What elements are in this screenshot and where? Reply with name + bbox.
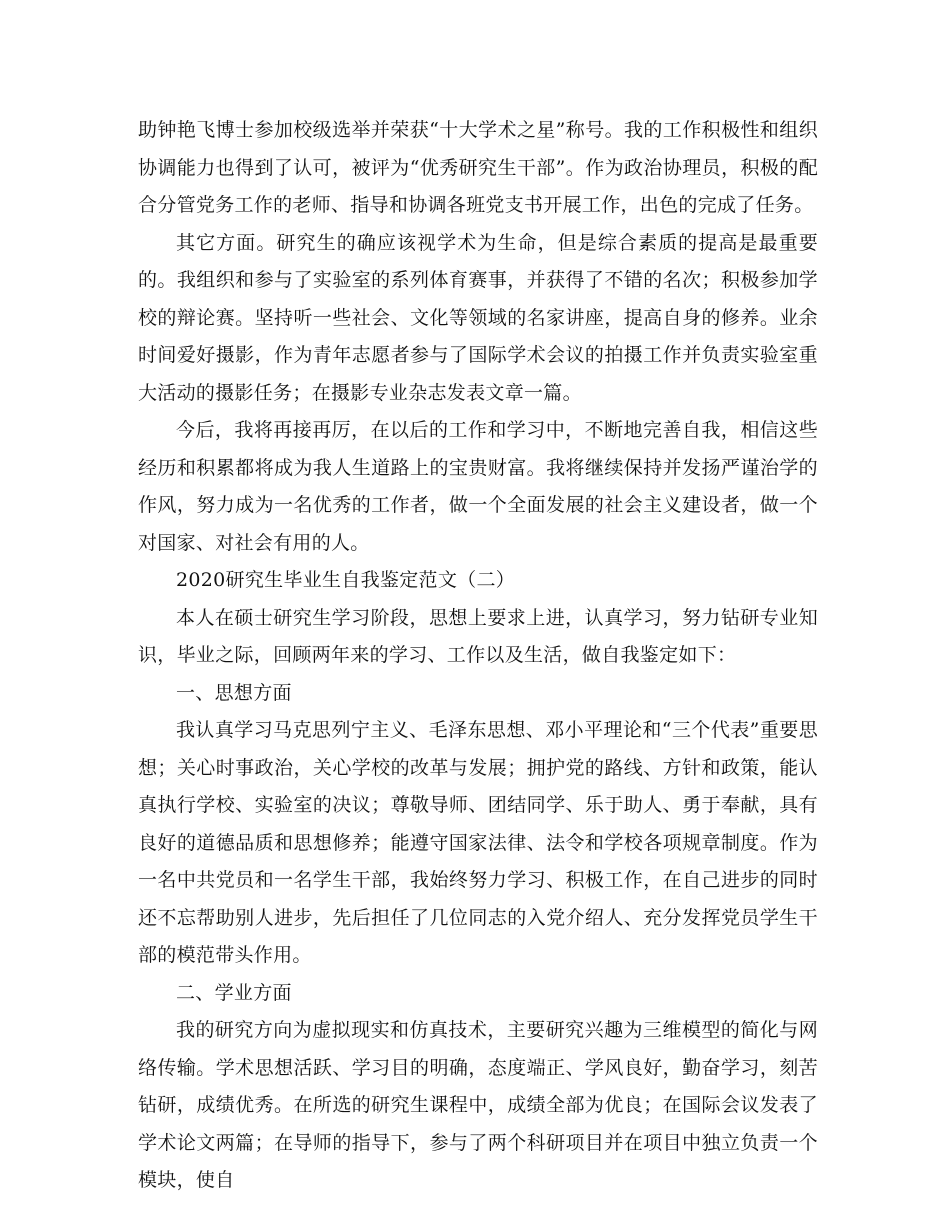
paragraph-intro: 本人在硕士研究生学习阶段，思想上要求上进，认真学习，努力钻研专业知识，毕业之际，回顾两年来的学习、工作以及生活，做自我鉴定如下： <box>138 606 818 666</box>
heading-ideology: 一、思想方面 <box>176 681 292 704</box>
paragraph-other-aspects: 其它方面。研究生的确应该视学术为生命，但是综合素质的提高是最重要的。我组织和参与了实验室的系列体育赛事，并获得了不错的名次；积极参加学校的辩论赛。坚持听一些社会、文化等领域的名家讲座，提高自身的修养。业余时间爱好摄影，作为青年志愿者参与了国际学术会议的拍摄工作并负责实验室重大活动的摄影任务；在摄影专业杂志发表文章一篇。 <box>138 231 818 404</box>
paragraph-ideology: 我认真学习马克思列宁主义、毛泽东思想、邓小平理论和“三个代表”重要思想；关心时事政治，关心学校的改革与发展；拥护党的路线、方针和政策，能认真执行学校、实验室的决议；尊敬导师、团结同学、乐于助人、勇于奉献，具有良好的道德品质和思想修养；能遵守国家法律、法令和学校各项规章制度。作为一名中共党员和一名学生干部，我始终努力学习、积极工作，在自己进步的同时还不忘帮助别人进步，先后担任了几位同志的入党介绍人、充分发挥党员学生干部的模范带头作用。 <box>138 719 818 966</box>
heading-academics: 二、学业方面 <box>176 981 292 1004</box>
paragraph-continuation: 助钟艳飞博士参加校级选举并荣获“十大学术之星”称号。我的工作积极性和组织协调能力也得到了认可，被评为“优秀研究生干部”。作为政治协理员，积极的配合分管党务工作的老师、指导和协调各班党支书开展工作，出色的完成了任务。 <box>138 119 818 216</box>
paragraph-future: 今后，我将再接再厉，在以后的工作和学习中，不断地完善自我，相信这些经历和积累都将成为我人生道路上的宝贵财富。我将继续保持并发扬严谨治学的作风，努力成为一名优秀的工作者，做一个全面发展的社会主义建设者，做一个对国家、对社会有用的人。 <box>138 419 818 554</box>
document-page <box>138 112 818 1200</box>
paragraph-academics: 我的研究方向为虚拟现实和仿真技术，主要研究兴趣为三维模型的简化与网络传输。学术思想活跃、学习目的明确，态度端正、学风良好，勤奋学习，刻苦钻研，成绩优秀。在所选的研究生课程中，成绩全部为优良；在国际会议发表了学术论文两篇；在导师的指导下，参与了两个科研项目并在项目中独立负责一个模块，使自 <box>138 1019 818 1191</box>
section-title: 2020研究生毕业生自我鉴定范文（二） <box>176 569 516 591</box>
